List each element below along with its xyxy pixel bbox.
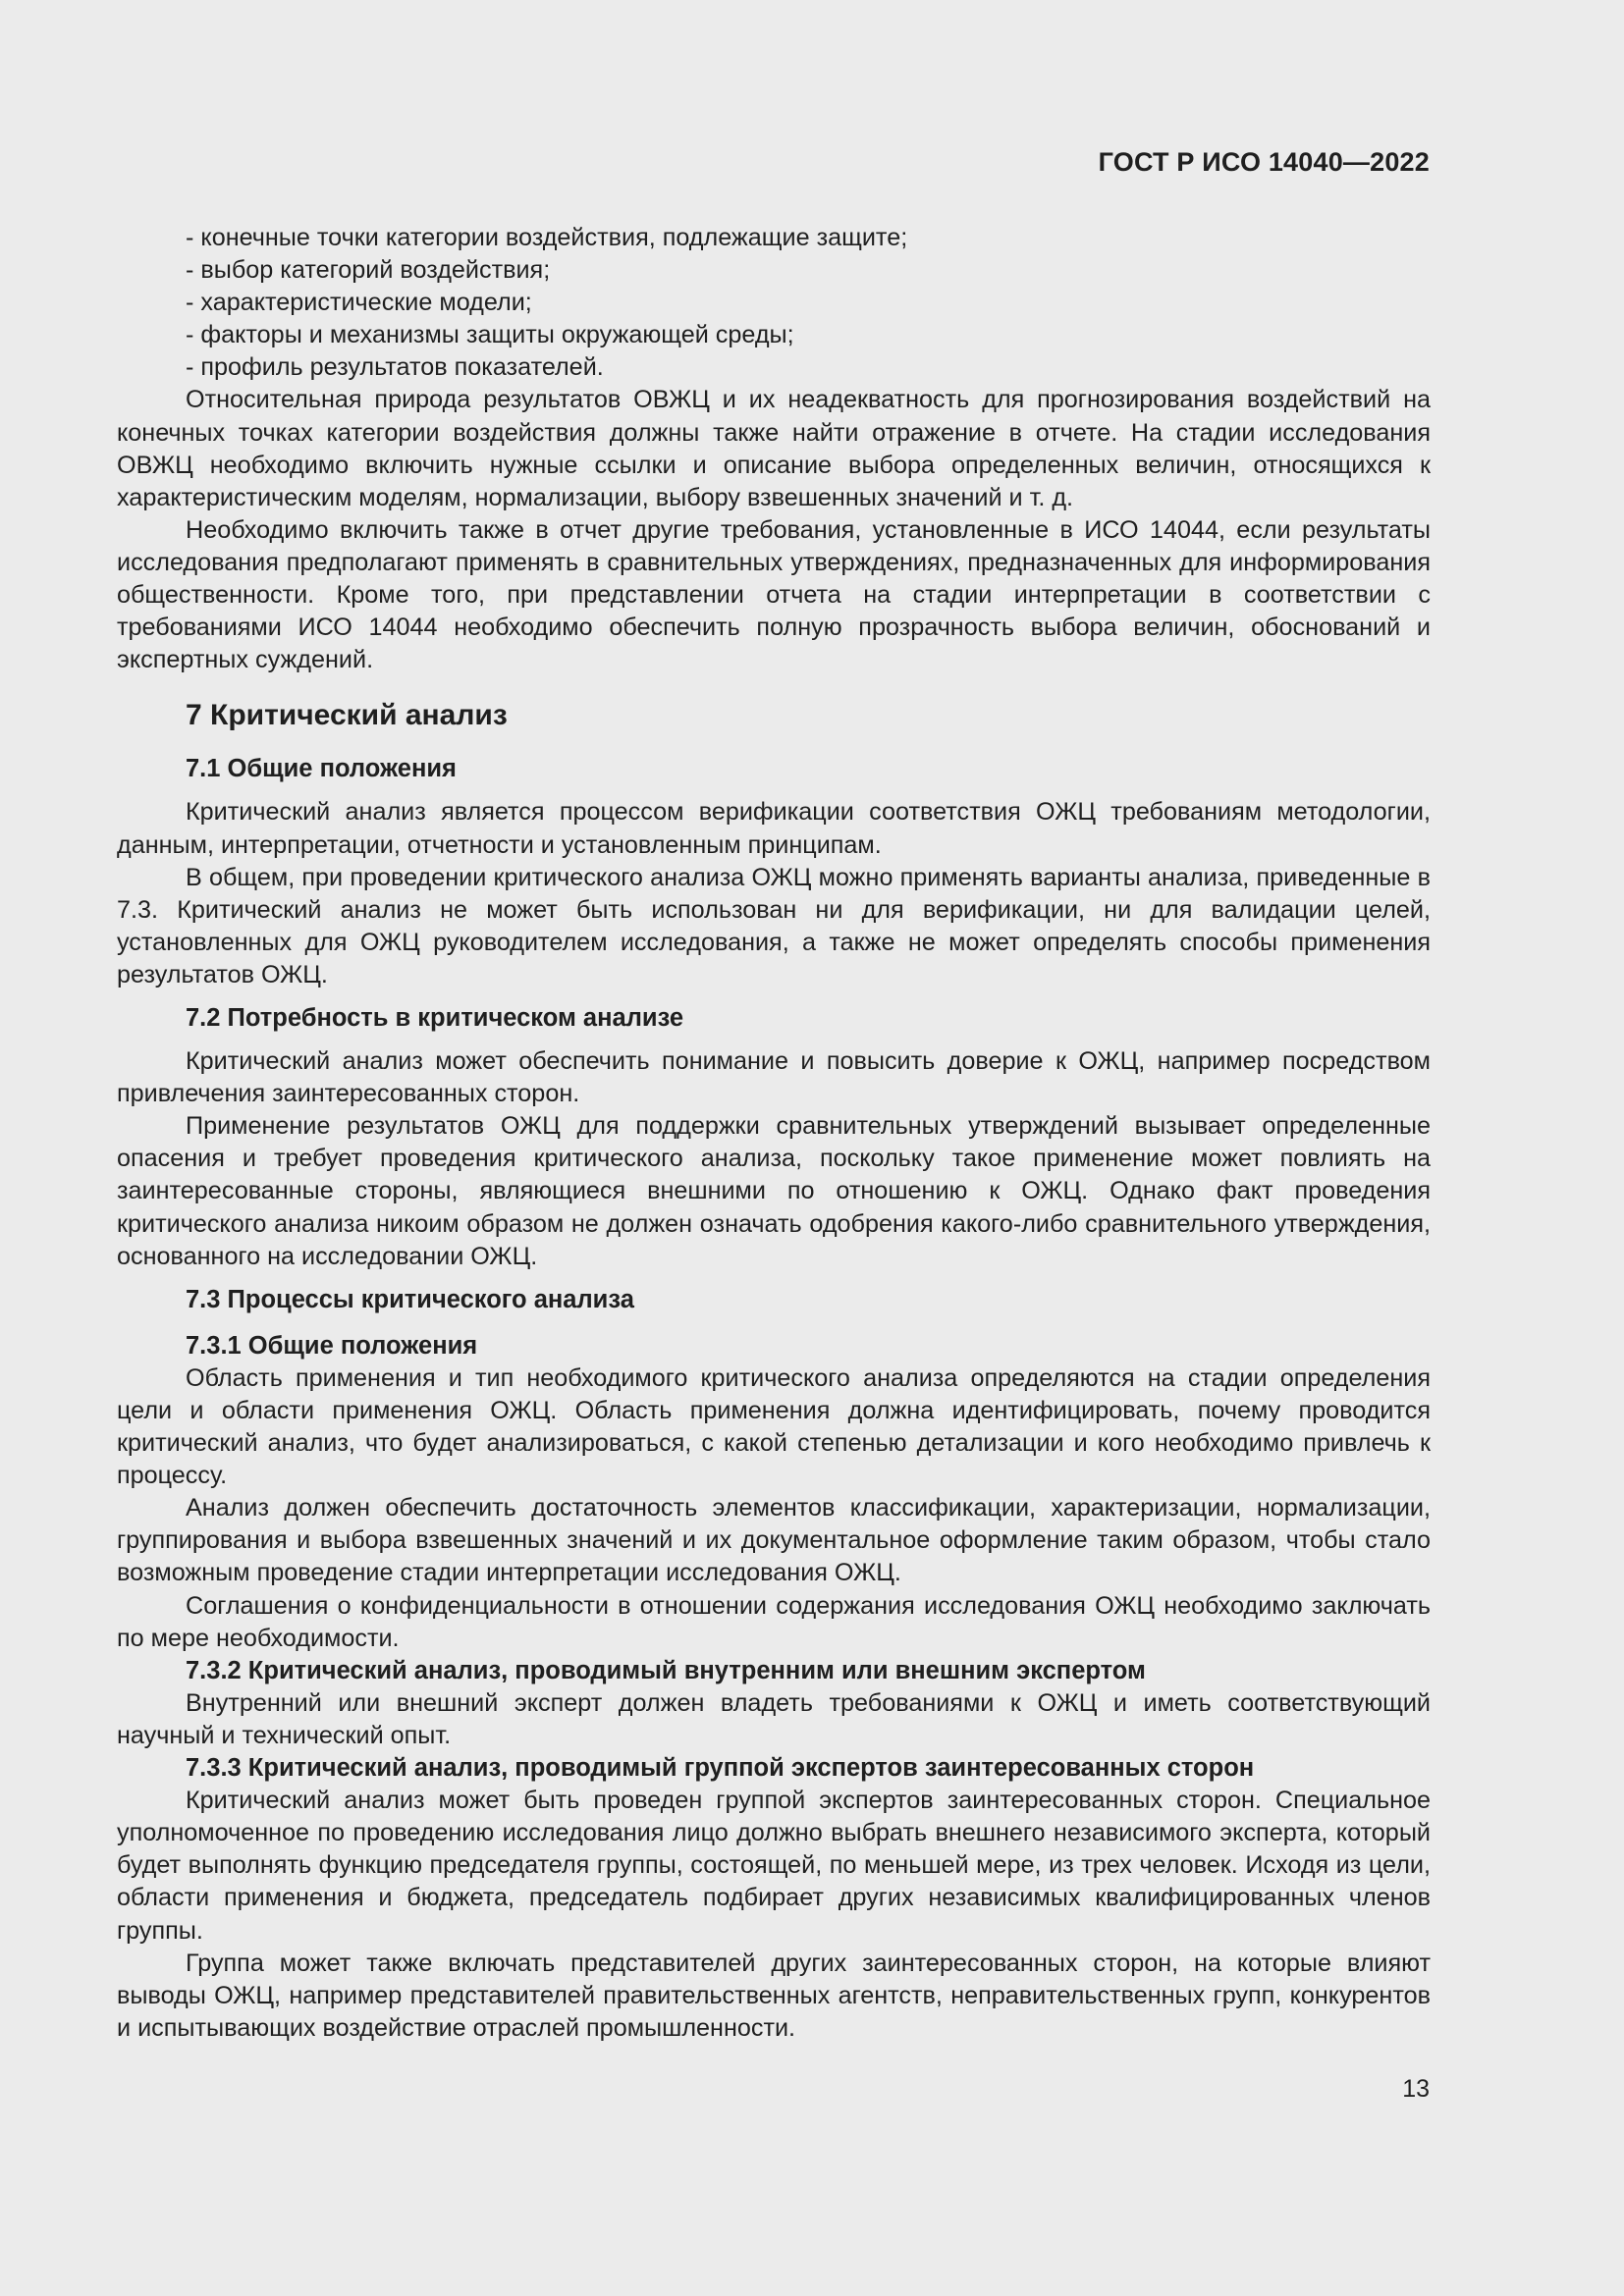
paragraph: Критический анализ может быть проведен группой экспертов заинтересованных сторон. Специальное уполномоченное по проведению исследования лицо должно выбрать внешнего независимого эксперта, который будет выполнять функцию председателя группы, состоящей, по меньшей мере, из трех человек. Исходя из цели, области применения и бюджета, председатель подбирает других независимых квалифицированных членов группы. bbox=[117, 1787, 1431, 1945]
section-7-3-2-heading: 7.3.2 Критический анализ, проводимый внутренним или внешним экспертом bbox=[186, 1656, 1146, 1684]
paragraph: Критический анализ является процессом верификации соответствия ОЖЦ требованиям методологии, данным, интерпретации, отчетности и установленным принципам. bbox=[117, 798, 1431, 859]
page-number: 13 bbox=[1402, 2075, 1430, 2103]
paragraph: Необходимо включить также в отчет другие требования, установленные в ИСО 14044, если результаты исследования предполагают применять в сравнительных утверждениях, предназначенных для информирования общественности. Кроме того, при представлении отчета на стадии интерпретации в соответствии с требованиями ИСО 14044 необходимо обеспечить полную прозрачность выбора величин, обоснований и экспертных суждений. bbox=[117, 515, 1431, 674]
paragraph: Относительная природа результатов ОВЖЦ и их неадекватность для прогнозирования воздействий на конечных точках категории воздействия должны также найти отражение в отчете. На стадии исследования ОВЖЦ необходимо включить нужные ссылки и описание выбора определенных величин, относящихся к характеристическим моделям, нормализации, выбору взвешенных значений и т. д. bbox=[117, 386, 1431, 511]
bullet-item: - профиль результатов показателей. bbox=[186, 353, 604, 382]
bullet-item: - выбор категорий воздействия; bbox=[186, 256, 551, 285]
paragraph: Анализ должен обеспечить достаточность элементов классификации, характеризации, нормализации, группирования и выбора взвешенных значений и их документальное оформление таким образом, чтобы стало возможным проведение стадии интерпретации исследования ОЖЦ. bbox=[117, 1494, 1431, 1587]
document-body bbox=[117, 222, 1431, 2045]
paragraph: Критический анализ может обеспечить понимание и повысить доверие к ОЖЦ, например посредством привлечения заинтересованных сторон. bbox=[117, 1047, 1431, 1108]
paragraph: Внутренний или внешний эксперт должен владеть требованиями к ОЖЦ и иметь соответствующий научный и технический опыт. bbox=[117, 1688, 1431, 1749]
bullet-item: - конечные точки категории воздействия, подлежащие защите; bbox=[186, 224, 908, 251]
document-header: ГОСТ Р ИСО 14040—2022 bbox=[1098, 147, 1430, 177]
paragraph: Соглашения о конфиденциальности в отношении содержания исследования ОЖЦ необходимо заключать по мере необходимости. bbox=[117, 1591, 1431, 1652]
paragraph: В общем, при проведении критического анализа ОЖЦ можно применять варианты анализа, приведенные в 7.3. Критический анализ не может быть использован ни для верификации, ни для валидации целей, установленных для ОЖЦ руководителем исследования, а также не может определять способы применения результатов ОЖЦ. bbox=[117, 863, 1431, 988]
section-7-2-heading: 7.2 Потребность в критическом анализе bbox=[186, 1003, 684, 1032]
section-7-3-1-heading: 7.3.1 Общие положения bbox=[186, 1331, 478, 1360]
paragraph: Группа может также включать представителей других заинтересованных сторон, на которые влияют выводы ОЖЦ, например представителей правительственных агентств, неправительственных групп, конкурентов и испытывающих воздействие отраслей промышленности. bbox=[117, 1949, 1431, 2042]
paragraph: Область применения и тип необходимого критического анализа определяются на стадии определения цели и области применения ОЖЦ. Область применения должна идентифицировать, почему проводится критический анализ, что будет анализироваться, с какой степенью детализации и кого необходимо привлечь к процессу. bbox=[117, 1363, 1431, 1490]
section-7-heading: 7 Критический анализ bbox=[186, 699, 508, 732]
bullet-item: - характеристические модели; bbox=[186, 289, 532, 317]
section-7-3-3-heading: 7.3.3 Критический анализ, проводимый группой экспертов заинтересованных сторон bbox=[186, 1754, 1255, 1783]
section-7-3-heading: 7.3 Процессы критического анализа bbox=[186, 1285, 634, 1313]
section-7-1-heading: 7.1 Общие положения bbox=[186, 755, 457, 783]
bullet-item: - факторы и механизмы защиты окружающей среды; bbox=[186, 321, 794, 349]
paragraph: Применение результатов ОЖЦ для поддержки сравнительных утверждений вызывает определенные опасения и требует проведения критического анализа, поскольку такое применение может повлиять на заинтересованные стороны, являющиеся внешними по отношению к ОЖЦ. Однако факт проведения критического анализа никоим образом не должен означать одобрения какого-либо сравнительного утверждения, основанного на исследовании ОЖЦ. bbox=[117, 1112, 1431, 1270]
